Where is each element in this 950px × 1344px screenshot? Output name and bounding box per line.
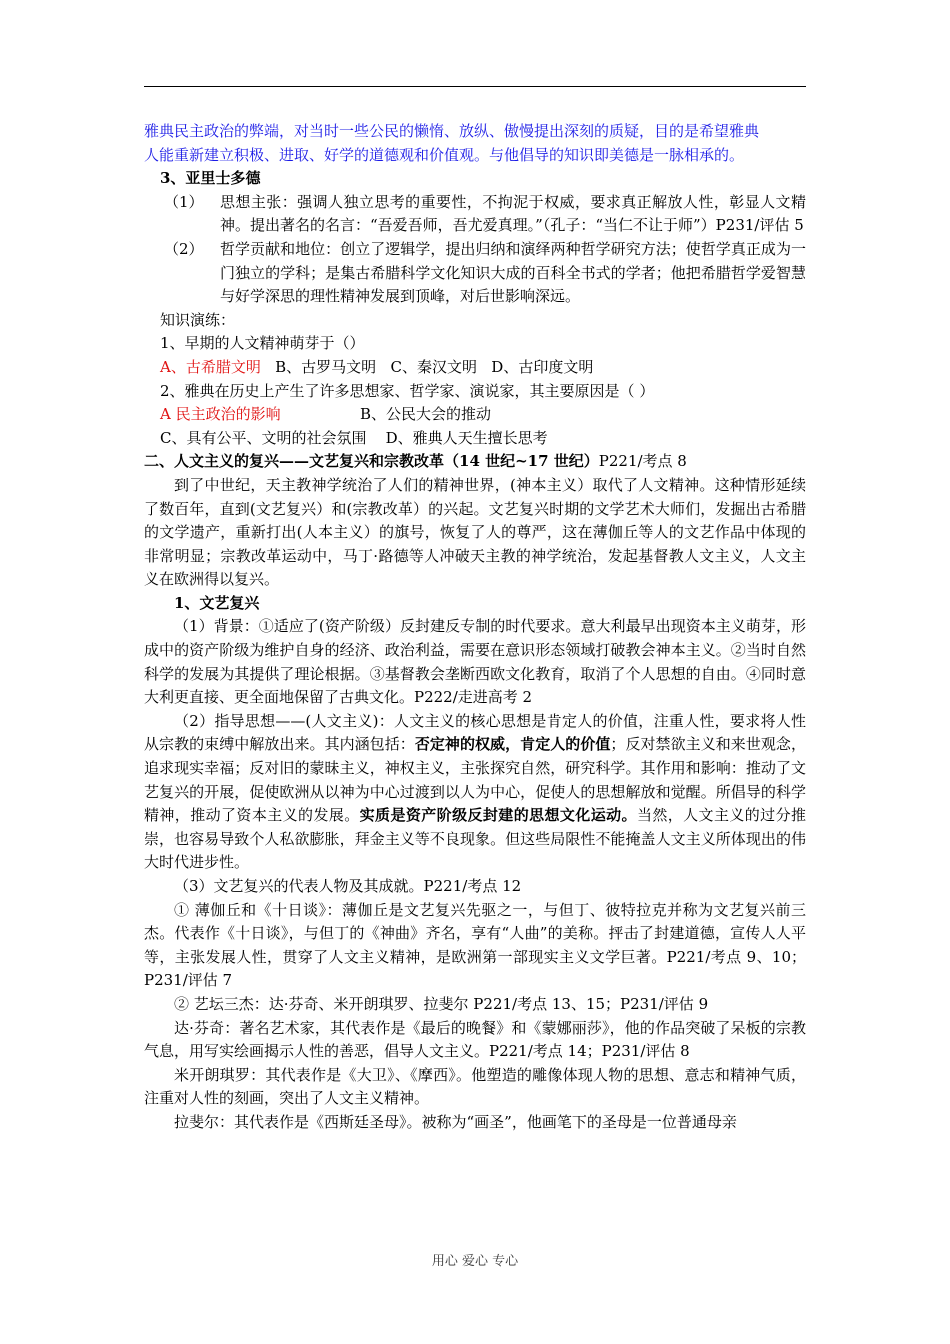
raphael-paragraph: 拉斐尔：其代表作是《西斯廷圣母》。被称为“画圣”，他画笔下的圣母是一位普通母亲 [174,1112,737,1131]
item-text: 哲学贡献和地位：创立了逻辑学，提出归纳和演绎两种哲学研究方法；使哲学真正成为一门独立的学科；是集古希腊科学文化知识大成的百科全书式的学者；他把希腊哲学爱智慧与好学深思的理性精神发展到顶峰，对后世影响深远。 [220,239,806,306]
davinci-paragraph: 达·芬奇：著名艺术家，其代表作是《最后的晚餐》和《蒙娜丽莎》，他的作品突破了呆板的宗教气息，用写实绘画揭示人性的善恶，倡导人文主义。P221/考点 14；P231/评估 8 [144,1018,806,1061]
michelangelo-paragraph: 米开朗琪罗：其代表作是《大卫》、《摩西》。他塑造的雕像体现人物的思想、意志和精神气质，注重对人性的刻画，突出了人文主义精神。 [144,1065,806,1108]
question-2-options-ab [144,403,806,427]
section-2-ref: P221/考点 8 [598,452,687,471]
guide-text-1: （2）指导思想——(人文主义)：人文主义的核心思想是肯定人的价值，注重人性，要求将人性从宗教的束缚中解放出来。其内涵包括： [144,711,806,754]
question-1: 1、早期的人文精神萌芽于（） [160,334,365,353]
representatives-title: （3）文艺复兴的代表人物及其成就。P221/考点 12 [174,877,522,895]
aristotle-item-1 [144,191,806,238]
q2-option-c: C、具有公平、文明的社会氛围 [160,428,367,447]
renaissance-guiding-thought [144,710,806,875]
q2-option-d: D、雅典人天生擅长思考 [385,428,548,447]
aristotle-heading: 3、亚里士多德 [160,169,261,188]
header-rule [144,86,806,87]
renaissance-heading: 1、文艺复兴 [174,593,260,612]
renaissance-background: （1）背景：①适应了(资产阶级）反封建反专制的时代要求。意大利最早出现资本主义萌芽，形成中的资产阶级为维护自身的经济、政治利益，需要在意识形态领域打破教会神本主义。②当时自然科学的发展为其提供了理论根据。③基督教会垄断西欧文化教育，取消了个人思想的自由。④同时意大利更直接、更全面地保留了古典文化。P222/走进高考 2 [144,617,806,707]
boccaccio-paragraph: ① 薄伽丘和《十日谈》：薄伽丘是文艺复兴先驱之一，与但丁、彼特拉克并称为文艺复兴前三杰。代表作《十日谈》，与但丁的《神曲》齐名，享有“人曲”的美称。抨击了封建道德，宣传人人平等，主张发展人性，贯穿了人文主义精神，是欧洲第一部现实主义文学巨著。P221/考点 9、10；P231/评估 7 [144,900,806,990]
section-2-paragraph: 到了中世纪，天主教神学统治了人们的精神世界，(神本主义）取代了人文精神。这种情形延续了数百年，直到(文艺复兴）和(宗教改革）的兴起。文艺复兴时期的文学艺术大师们，发掘出古希腊的文学遗产，重新打出(人本主义）的旗号，恢复了人的尊严，这在薄伽丘等人的文艺作品中体现的非常明显；宗教改革运动中，马丁·路德等人冲破天主教的神学统治，发起基督教人文主义，人文主义在欧洲得以复兴。 [144,475,806,589]
practice-title: 知识演练： [160,310,236,329]
section-2-heading [144,450,806,474]
q1-option-c: C、秦汉文明 [390,357,477,376]
q1-option-b: B、古罗马文明 [275,357,377,376]
item-number: （2） [164,239,204,258]
guide-bold-2: 实质是资产阶级反封建的思想文化运动。 [359,806,637,825]
guide-bold-1: 否定神的权威，肯定人的价值 [414,735,611,754]
page-footer: 用心 爱心 专心 [431,1254,519,1269]
item-text: 思想主张：强调人独立思考的重要性，不拘泥于权威，要求真正解放人性，彰显人文精神。提出著名的名言：“吾爱吾师，吾尤爱真理。”（孔子：“当仁不让于师”）P231/评估 5 [220,192,806,235]
question-2: 2、雅典在历史上产生了许多思想家、哲学家、演说家，其主要原因是（ ） [160,381,655,400]
three-masters-line: ② 艺坛三杰：达·芬奇、米开朗琪罗、拉斐尔 P221/考点 13、15；P231/评估 9 [174,994,709,1013]
q2-option-a: A 民主政治的影响 [160,405,281,424]
intro-line-2: 人能重新建立积极、进取、好学的道德观和价值观。与他倡导的知识即美德是一脉相承的。 [144,145,745,164]
aristotle-item-2 [144,238,806,309]
question-2-options-cd [144,427,806,451]
intro-line-1: 雅典民主政治的弊端，对当时一些公民的懒惰、放纵、傲慢提出深刻的质疑，目的是希望雅典 [144,122,760,140]
document-body [144,120,806,1135]
q1-option-d: D、古印度文明 [491,357,594,376]
q1-option-a: A、古希腊文明 [160,357,261,376]
item-number: （1） [164,192,204,211]
q2-option-b: B、公民大会的推动 [360,405,492,424]
guide-text-2: ；反对禁欲主义和来世观念，追求现实幸福；反对旧的蒙昧主义，神权主义，主张探究自然，研究科学。其作用和影响：推动了文艺复兴的开展，促使欧洲从以神为中心过渡到以人为中心，促使人的思想解放和觉醒。所倡导的科学精神，推动了资本主义的发展。 [144,735,806,825]
section-2-title: 二、人文主义的复兴——文艺复兴和宗教改革（14 世纪~17 世纪） [144,452,599,471]
guide-text-3: 当然，人文主义的过分推崇，也容易导致个人私欲膨胀，拜金主义等不良现象。但这些局限性不能掩盖人文主义所体现出的伟大时代进步性。 [144,806,806,872]
question-1-options [144,356,806,380]
